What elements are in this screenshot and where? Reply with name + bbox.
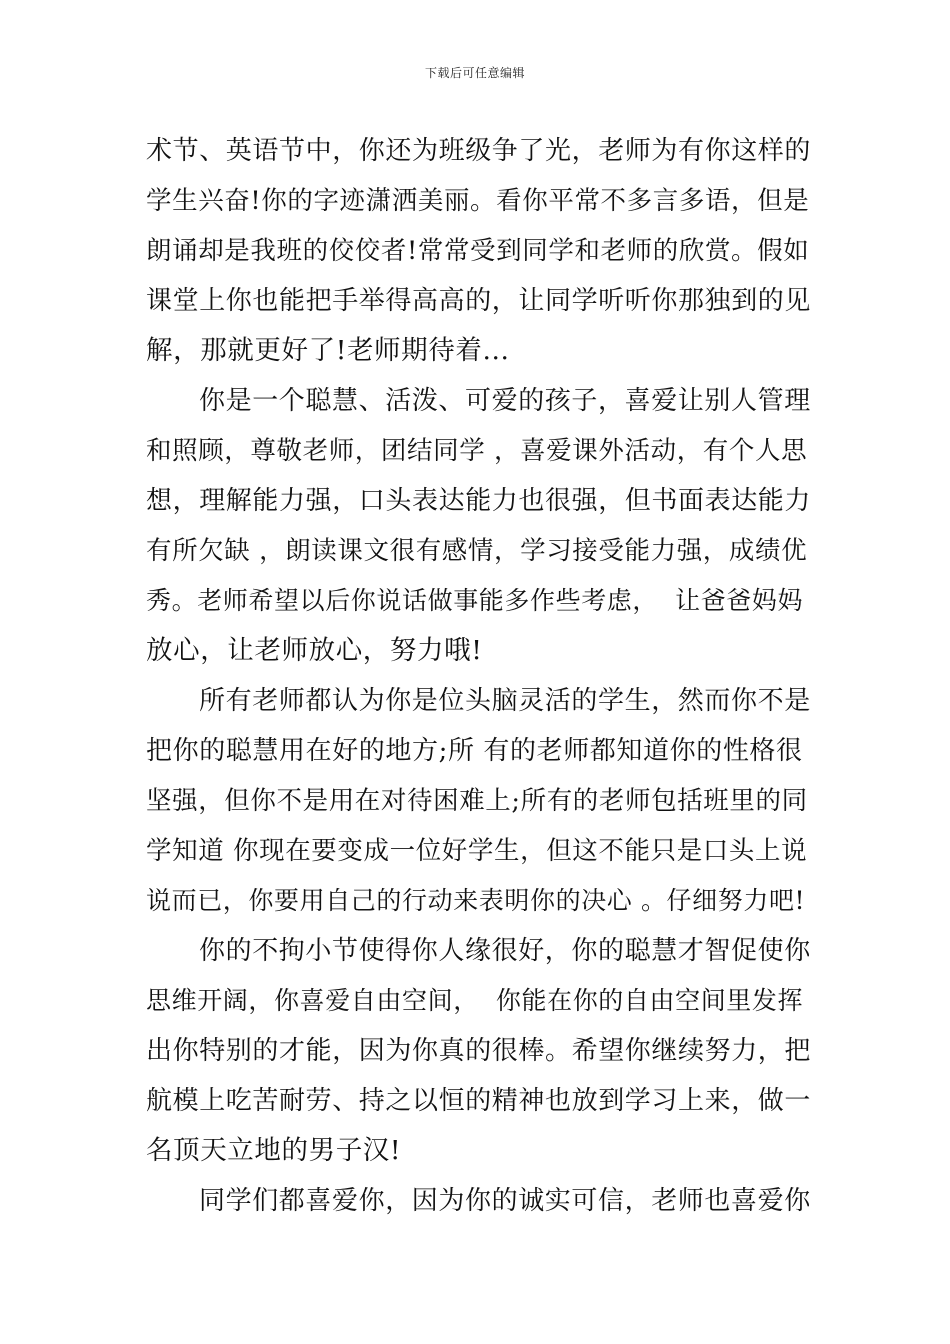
page-header: 下载后可任意编辑 bbox=[424, 66, 525, 80]
text-line: 航模上吃苦耐劳、持之以恒的精神也放到学习上来，做一 bbox=[146, 1086, 812, 1116]
text-line: 把你的聪慧用在好的地方;所 有的老师都知道你的性格很 bbox=[146, 736, 803, 766]
text-line: 和照顾，尊敬老师，团结同学 ，喜爱课外活动，有个人思 bbox=[146, 436, 808, 466]
text-line: 所有老师都认为你是位头脑灵活的学生，然而你不是 bbox=[199, 686, 811, 716]
body-text bbox=[146, 126, 811, 1226]
text-line: 你的不拘小节使得你人缘很好，你的聪慧才智促使你 bbox=[199, 936, 811, 966]
text-line: 名顶天立地的男子汉! bbox=[146, 1135, 402, 1166]
text-line: 出你特别的才能，因为你真的很棒。希望你继续努力，把 bbox=[146, 1036, 812, 1066]
text-line: 学知道 你现在要变成一位好学生，但这不能只是口头上说 bbox=[146, 836, 808, 866]
text-line: 同学们都喜爱你，因为你的诚实可信，老师也喜爱你 bbox=[199, 1186, 811, 1216]
text-line: 说而已，你要用自己的行动来表明你的决心 。仔细努力吧! bbox=[146, 886, 806, 915]
text-line: 想，理解能力强，口头表达能力也很强，但书面表达能力 bbox=[146, 486, 812, 516]
text-line: 放心，让老师放心，努力哦! bbox=[146, 635, 483, 666]
text-line: 解，那就更好了!老师期待着... bbox=[146, 335, 510, 366]
text-line: 课堂上你也能把手举得高高的，让同学听听你那独到的见 bbox=[146, 286, 812, 316]
text-line: 术节、英语节中，你还为班级争了光，老师为有你这样的 bbox=[146, 136, 812, 166]
text-line: 朗诵却是我班的佼佼者!常常受到同学和老师的欣赏。假如 bbox=[146, 236, 810, 266]
text-line: 秀。老师希望以后你说话做事能多作些考虑， 让爸爸妈妈 bbox=[146, 586, 804, 615]
text-line: 学生兴奋!你的字迹潇洒美丽。看你平常不多言多语，但是 bbox=[146, 186, 810, 216]
text-line: 思维开阔，你喜爱自由空间， 你能在你的自由空间里发挥 bbox=[146, 986, 804, 1015]
text-line: 有所欠缺 ，朗读课文很有感情，学习接受能力强，成绩优 bbox=[146, 536, 808, 566]
text-line: 你是一个聪慧、活泼、可爱的孩子，喜爱让别人管理 bbox=[199, 386, 811, 416]
text-line: 坚强，但你不是用在对待困难上;所有的老师包括班里的同 bbox=[146, 786, 808, 816]
